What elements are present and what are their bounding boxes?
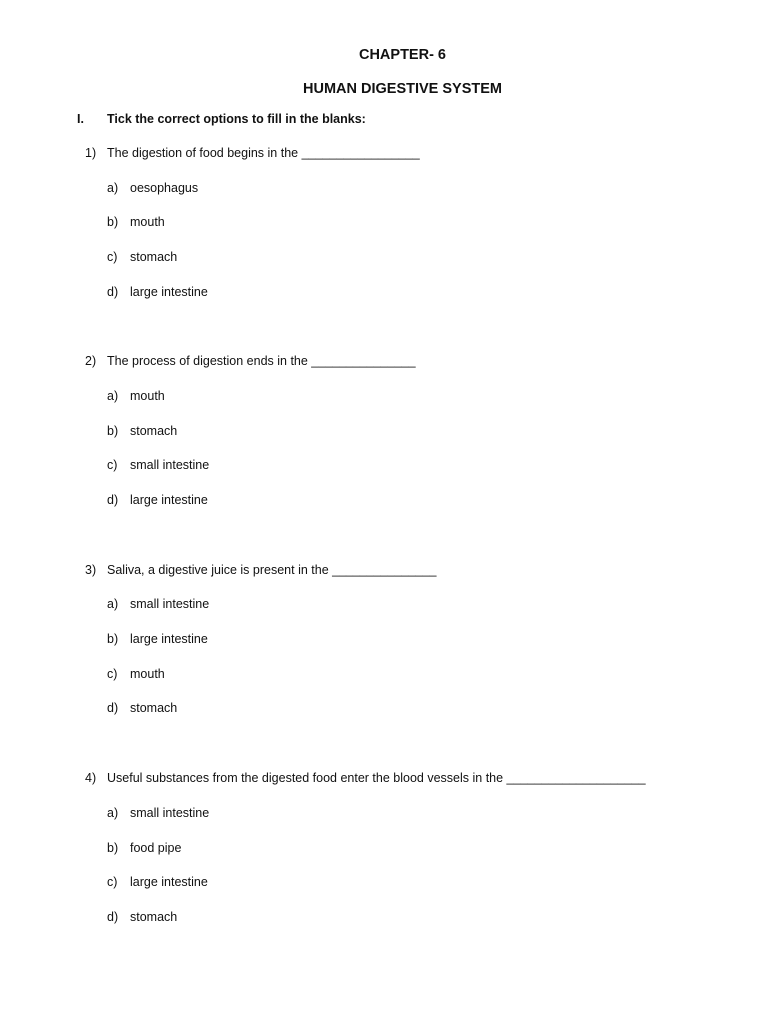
- option-3a[interactable]: [107, 597, 209, 611]
- option-4b[interactable]: [107, 841, 181, 855]
- question-4: [85, 771, 646, 785]
- option-letter: d): [107, 910, 119, 924]
- option-4d[interactable]: [107, 910, 177, 924]
- option-2d[interactable]: [107, 493, 208, 507]
- option-2b[interactable]: [107, 424, 177, 438]
- option-text: stomach: [130, 701, 178, 715]
- question-3: [85, 563, 436, 577]
- option-letter: c): [107, 250, 118, 264]
- option-3c[interactable]: [107, 667, 165, 681]
- option-letter: b): [107, 215, 119, 229]
- option-text: mouth: [130, 389, 165, 403]
- option-text: small intestine: [130, 806, 210, 820]
- option-letter: d): [107, 285, 119, 299]
- page-title: HUMAN DIGESTIVE SYSTEM: [303, 81, 502, 97]
- question-text: The digestion of food begins in the _________________: [107, 146, 420, 160]
- section-instruction-text: Tick the correct options to fill in the blanks:: [107, 112, 366, 126]
- option-3d[interactable]: [107, 701, 177, 715]
- option-text: food pipe: [130, 841, 182, 855]
- option-text: stomach: [130, 910, 178, 924]
- option-text: mouth: [130, 215, 165, 229]
- option-letter: d): [107, 493, 119, 507]
- option-text: large intestine: [130, 875, 208, 889]
- option-text: large intestine: [130, 493, 208, 507]
- option-letter: b): [107, 424, 119, 438]
- option-1b[interactable]: [107, 215, 165, 229]
- option-text: mouth: [130, 667, 165, 681]
- option-letter: a): [107, 181, 119, 195]
- option-letter: a): [107, 806, 119, 820]
- option-2c[interactable]: [107, 458, 209, 472]
- option-1a[interactable]: [107, 181, 198, 195]
- option-1c[interactable]: [107, 250, 177, 264]
- question-number: 3): [85, 563, 97, 577]
- question-number: 4): [85, 771, 97, 785]
- option-4a[interactable]: [107, 806, 209, 820]
- option-letter: a): [107, 597, 119, 611]
- question-number: 2): [85, 354, 97, 368]
- option-text: small intestine: [130, 597, 210, 611]
- question-2: [85, 354, 416, 368]
- option-text: large intestine: [130, 632, 208, 646]
- option-2a[interactable]: [107, 389, 165, 403]
- option-text: small intestine: [130, 458, 210, 472]
- option-1d[interactable]: [107, 285, 208, 299]
- section-numeral: I.: [77, 112, 84, 126]
- option-letter: b): [107, 841, 119, 855]
- option-text: stomach: [130, 424, 178, 438]
- option-letter: d): [107, 701, 119, 715]
- question-text: The process of digestion ends in the _______________: [107, 354, 416, 368]
- section-instruction: [77, 112, 366, 126]
- question-number: 1): [85, 146, 97, 160]
- question-text: Saliva, a digestive juice is present in the _______________: [107, 563, 437, 577]
- question-text: Useful substances from the digested food enter the blood vessels in the ____________________: [107, 771, 646, 785]
- option-letter: a): [107, 389, 119, 403]
- option-4c[interactable]: [107, 875, 208, 889]
- option-text: large intestine: [130, 285, 208, 299]
- question-1: [85, 146, 420, 160]
- option-3b[interactable]: [107, 632, 208, 646]
- chapter-heading: CHAPTER- 6: [358, 47, 446, 63]
- option-letter: b): [107, 632, 119, 646]
- option-letter: c): [107, 667, 118, 681]
- option-text: oesophagus: [130, 181, 199, 195]
- option-text: stomach: [130, 250, 178, 264]
- option-letter: c): [107, 875, 118, 889]
- option-letter: c): [107, 458, 118, 472]
